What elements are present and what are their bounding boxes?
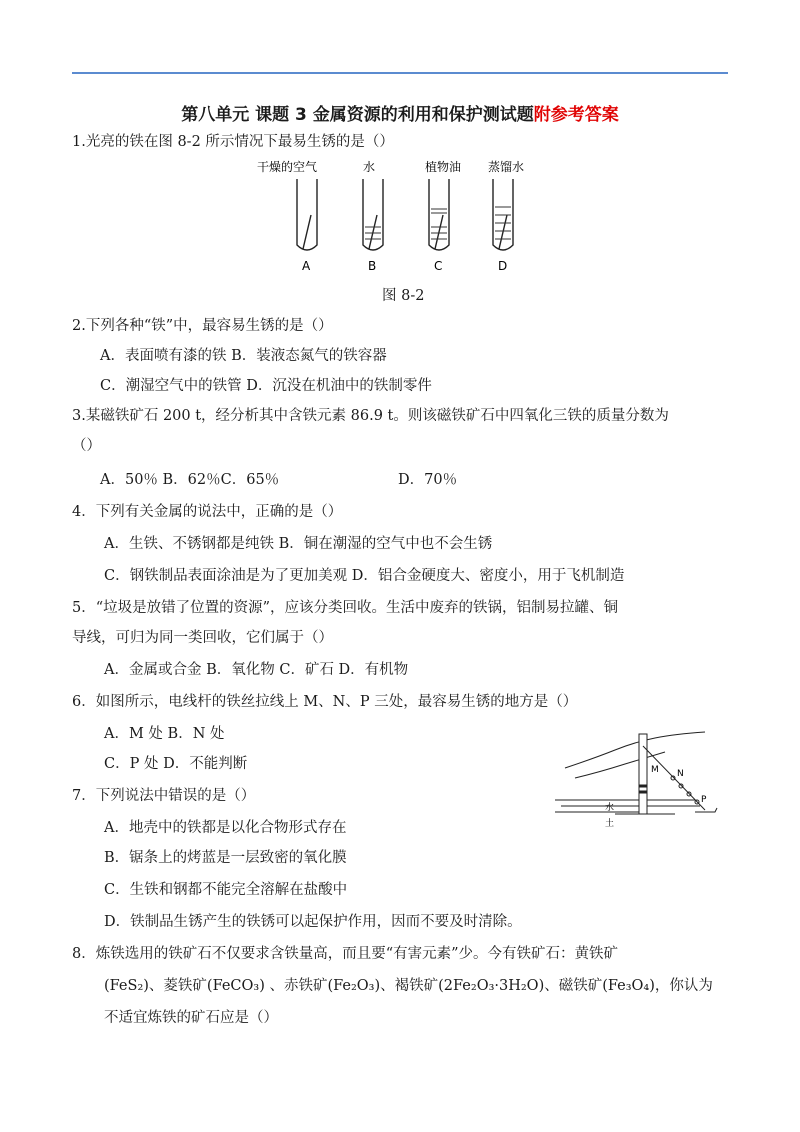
figure-caption: 图 8-2 xyxy=(382,288,425,304)
question-3-line-2: （） xyxy=(72,438,101,454)
question-3-options-abc: A．50％ B．62％C．65％ xyxy=(100,472,280,488)
question-4-options-cd: C．钢铁制品表面涂油是为了更加美观 D．铝合金硬度大、密度小，用于飞机制造 xyxy=(104,568,625,584)
title-answer-note: 附参考答案 xyxy=(533,105,619,125)
pole-label-soil: 土 xyxy=(605,819,615,828)
question-7-option-a: A．地壳中的铁都是以化合物形式存在 xyxy=(104,820,347,836)
question-7: 7．下列说法中错误的是（） xyxy=(72,788,256,804)
question-6: 6．如图所示，电线杆的铁丝拉线上 M、N、P 三处，最容易生锈的地方是（） xyxy=(72,694,578,710)
tube-letter-a: A xyxy=(302,259,311,273)
question-4-options-ab: A．生铁、不锈钢都是纯铁 B．铜在潮湿的空气中也不会生锈 xyxy=(104,536,493,552)
tube-a xyxy=(297,179,317,250)
question-2-options-cd: C．潮湿空气中的铁管 D．沉没在机油中的铁制零件 xyxy=(100,378,432,394)
pole-label-water: 水 xyxy=(605,803,615,813)
question-3-option-d: D．70％ xyxy=(398,472,458,488)
question-1: 1.光亮的铁在图 8-2 所示情况下最易生锈的是（） xyxy=(72,134,394,150)
question-6-options-ab: A．M 处 B．N 处 xyxy=(104,726,225,742)
tube-label-b: 水 xyxy=(363,160,376,174)
tube-label-d: 蒸馏水 xyxy=(488,160,525,174)
question-7-option-d: D．铁制品生锈产生的铁锈可以起保护作用，因而不要及时清除。 xyxy=(104,914,522,930)
tube-label-c: 植物油 xyxy=(425,160,462,174)
figure-test-tubes xyxy=(255,157,555,277)
nail-c xyxy=(435,215,443,249)
question-5-line-2: 导线，可归为同一类回收，它们属于（） xyxy=(72,630,333,646)
header-rule xyxy=(72,72,728,74)
pole-label-m: M xyxy=(651,765,659,775)
question-8-line-1: 8．炼铁选用的铁矿石不仅要求含铁量高，而且要“有害元素”少。今有铁矿石：黄铁矿 xyxy=(72,946,619,962)
question-2-options-ab: A．表面喷有漆的铁 B．装液态氮气的铁容器 xyxy=(100,348,387,364)
pole-label-p: P xyxy=(701,795,707,805)
question-8-line-2: (FeS₂)、菱铁矿(FeCO₃) 、赤铁矿(Fe₂O₃)、褐铁矿(2Fe₂O₃·3H₂O)、磁铁矿(Fe₃O₄)，你认为 xyxy=(104,978,713,994)
question-5-options: A．金属或合金 B．氧化物 C．矿石 D．有机物 xyxy=(104,662,409,678)
title-main: 第八单元 课题 3 金属资源的利用和保护测试题 xyxy=(181,105,534,125)
nail-a xyxy=(303,215,311,249)
question-4: 4．下列有关金属的说法中，正确的是（） xyxy=(72,504,343,520)
nail-b xyxy=(369,215,377,249)
nail-d xyxy=(499,215,507,249)
question-3-line-1: 3.某磁铁矿石 200 t，经分析其中含铁元素 86.9 t。则该磁铁矿石中四氧化三铁的质量分数为 xyxy=(72,408,669,424)
question-7-option-c: C．生铁和钢都不能完全溶解在盐酸中 xyxy=(104,882,348,898)
question-8-line-3: 不适宜炼铁的矿石应是（） xyxy=(104,1010,278,1026)
question-7-option-b: B．锯条上的烤蓝是一层致密的氧化膜 xyxy=(104,850,347,866)
tube-label-a: 干燥的空气 xyxy=(257,160,318,174)
tube-letter-c: C xyxy=(434,259,443,273)
page-title xyxy=(0,100,800,125)
question-5-line-1: 5．“垃圾是放错了位置的资源”，应该分类回收。生活中废弃的铁锅，铝制易拉罐、铜 xyxy=(72,600,619,616)
tube-letter-b: B xyxy=(368,259,377,273)
tube-letter-d: D xyxy=(498,259,508,273)
question-2: 2.下列各种“铁”中，最容易生锈的是（） xyxy=(72,318,333,334)
figure-utility-pole xyxy=(555,728,725,828)
pole-label-n: N xyxy=(677,769,684,779)
question-6-options-cd: C．P 处 D．不能判断 xyxy=(104,756,248,772)
